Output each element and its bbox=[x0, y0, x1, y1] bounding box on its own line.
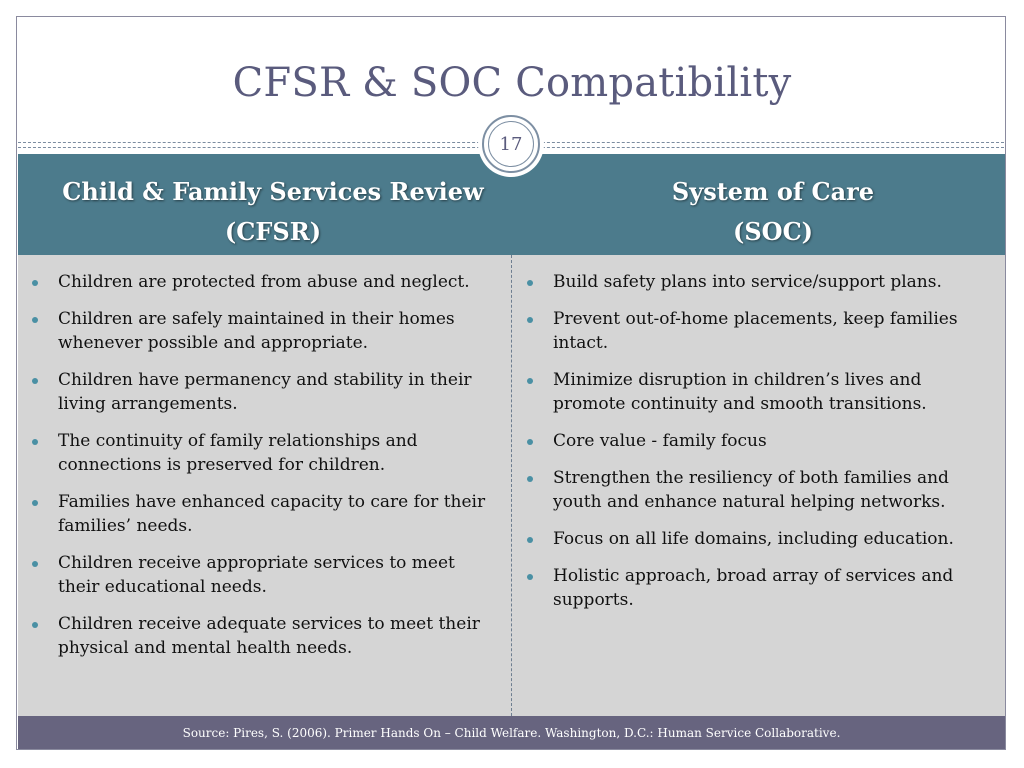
list-item bbox=[28, 490, 498, 538]
cfsr-heading-line2: (CFSR) bbox=[224, 217, 322, 246]
slide-title: CFSR & SOC Compatibility bbox=[232, 60, 792, 106]
bullet-icon bbox=[32, 622, 38, 628]
soc-heading bbox=[528, 172, 1018, 252]
page-number: 17 bbox=[488, 121, 534, 167]
list-item-text: Children are protected from abuse and neglect. bbox=[58, 272, 470, 292]
list-item bbox=[28, 551, 498, 599]
list-item bbox=[523, 429, 993, 453]
list-item-text: Families have enhanced capacity to care for their families’ needs. bbox=[58, 492, 486, 536]
soc-heading-line2: (SOC) bbox=[732, 217, 814, 246]
list-item bbox=[523, 368, 993, 416]
source-footer bbox=[18, 716, 1005, 749]
cfsr-list bbox=[28, 270, 498, 673]
list-item bbox=[523, 527, 993, 551]
bullet-icon bbox=[527, 439, 533, 445]
list-item-text: Build safety plans into service/support plans. bbox=[553, 272, 942, 292]
list-item bbox=[28, 270, 498, 294]
bullet-icon bbox=[527, 476, 533, 482]
list-item bbox=[523, 466, 993, 514]
cfsr-heading bbox=[18, 172, 528, 252]
list-item-text: Core value - family focus bbox=[553, 431, 767, 451]
list-item-text: The continuity of family relationships and connections is preserved for children. bbox=[58, 431, 418, 475]
list-item bbox=[523, 307, 993, 355]
list-item-text: Prevent out-of-home placements, keep families intact. bbox=[553, 309, 958, 353]
page-number-badge bbox=[482, 115, 540, 173]
bullet-icon bbox=[32, 317, 38, 323]
bullet-icon bbox=[32, 378, 38, 384]
list-item bbox=[28, 612, 498, 660]
bullet-icon bbox=[527, 317, 533, 323]
list-item-text: Focus on all life domains, including education. bbox=[553, 529, 954, 549]
bullet-icon bbox=[527, 574, 533, 580]
source-citation: Source: Pires, S. (2006). Primer Hands On – Child Welfare. Washington, D.C.: Human Service Collaborative. bbox=[182, 725, 841, 740]
bullet-icon bbox=[32, 280, 38, 286]
bullet-icon bbox=[32, 500, 38, 506]
list-item bbox=[28, 368, 498, 416]
list-item-text: Strengthen the resiliency of both families and youth and enhance natural helping networks. bbox=[553, 468, 949, 512]
bullet-icon bbox=[527, 280, 533, 286]
list-item-text: Children are safely maintained in their homes whenever possible and appropriate. bbox=[58, 309, 455, 353]
list-item bbox=[28, 429, 498, 477]
list-item-text: Children have permanency and stability in their living arrangements. bbox=[58, 370, 472, 414]
list-item-text: Children receive appropriate services to meet their educational needs. bbox=[58, 553, 455, 597]
list-item-text: Minimize disruption in children’s lives and promote continuity and smooth transitions. bbox=[553, 370, 927, 414]
cfsr-heading-line1: Child & Family Services Review bbox=[62, 177, 484, 206]
list-item bbox=[523, 270, 993, 294]
bullet-icon bbox=[32, 561, 38, 567]
bullet-icon bbox=[527, 378, 533, 384]
column-divider bbox=[511, 255, 512, 716]
soc-list bbox=[523, 270, 993, 625]
bullet-icon bbox=[527, 537, 533, 543]
list-item-text: Holistic approach, broad array of services and supports. bbox=[553, 566, 954, 610]
bullet-icon bbox=[32, 439, 38, 445]
list-item bbox=[28, 307, 498, 355]
list-item-text: Children receive adequate services to meet their physical and mental health needs. bbox=[58, 614, 480, 658]
list-item bbox=[523, 564, 993, 612]
soc-heading-line1: System of Care bbox=[671, 177, 875, 206]
